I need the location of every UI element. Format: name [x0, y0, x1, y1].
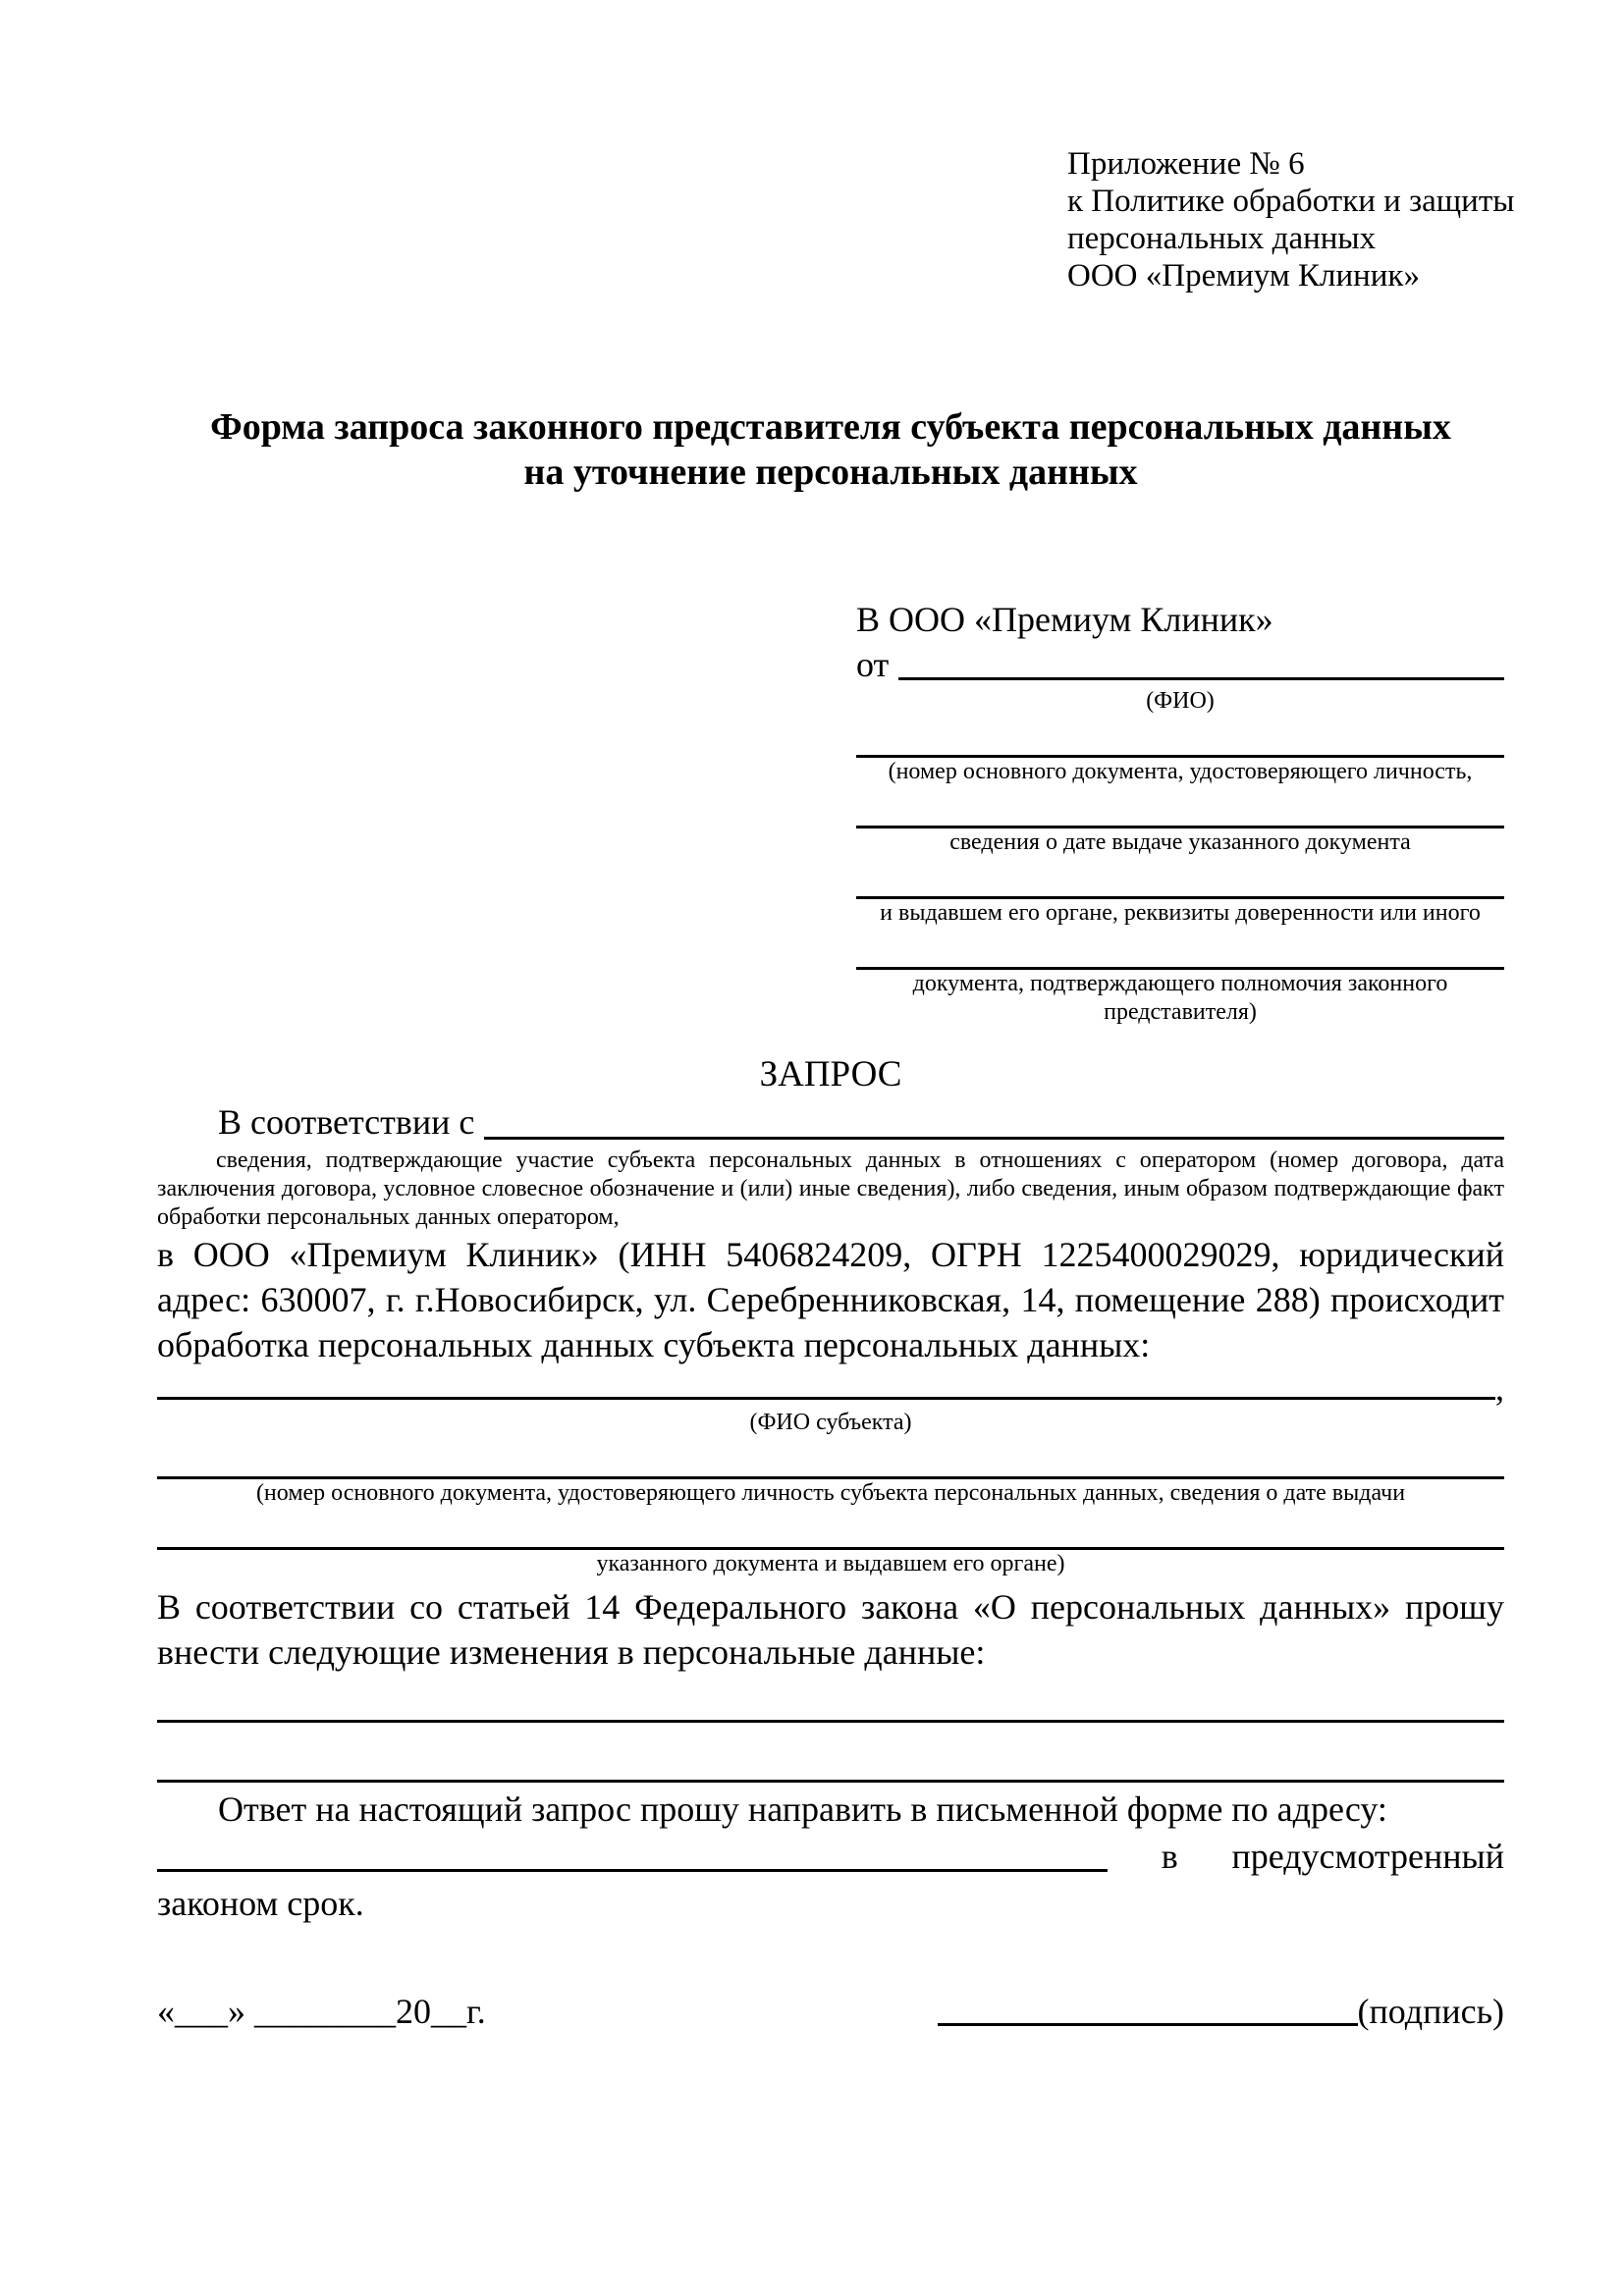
answer-word-v: в: [1161, 1837, 1178, 1876]
caption-subject-doc1: (номер основного документа, удостоверяющего личность субъекта персональных данных, сведения о дате выдачи: [255, 1480, 1406, 1506]
signature-group: [938, 1989, 1504, 2034]
footer-row: [157, 1989, 1504, 2034]
trailing-comma: ,: [1495, 1368, 1504, 1408]
intro-caption: сведения, подтверждающие участие субъекта персональных данных в отношениях с оператором (номер договора, дата заключения договора, условное словесное обозначение и (или) иные сведения), либо сведения, иным образом подтверждающие факт обработки персональных данных оператором,: [157, 1148, 1504, 1230]
addressee-organization: В ООО «Премиум Клиник»: [856, 600, 1273, 639]
date-line: «___» ________20__г.: [157, 1992, 486, 2031]
caption-subject-fio: (ФИО субъекта): [749, 1410, 912, 1435]
addressee-block: [856, 597, 1504, 1027]
caption-doc3: и выдавшем его органе, реквизиты доверенности или иного: [880, 900, 1481, 926]
request-heading: ЗАПРОС: [759, 1054, 902, 1095]
from-blank-line: [898, 677, 1504, 680]
subject-doc-blank-line1: [157, 1437, 1504, 1479]
blank-line-doc1: [856, 718, 1504, 758]
answer-word-predusmotrenny: предусмотренный: [1231, 1837, 1504, 1876]
subject-doc-blank-line2: [157, 1508, 1504, 1550]
appendix-line: ООО «Премиум Клиник»: [1067, 258, 1420, 294]
changes-blank-line2: [157, 1723, 1504, 1783]
appendix-line: персональных данных: [1067, 221, 1377, 256]
caption-doc2: сведения о дате выдаче указанного документа: [949, 829, 1411, 855]
signature-blank-line: [938, 2023, 1358, 2026]
answer-line1: Ответ на настоящий запрос прошу направить в письменной форме по адресу:: [218, 1789, 1387, 1829]
intro-label: В соответствии с: [218, 1102, 475, 1142]
subject-fio-blank-line: [157, 1397, 1495, 1400]
caption-fio: (ФИО): [1146, 688, 1215, 714]
changes-blank-line1: [157, 1675, 1504, 1723]
law-paragraph: В соответствии со статьей 14 Федерального закона «О персональных данных» прошу внести следующие изменения в персональные данные:: [157, 1587, 1504, 1672]
blank-line-doc3: [856, 859, 1504, 899]
answer-address-row: [157, 1832, 1504, 1881]
caption-doc4: документа, подтверждающего полномочия законного представителя): [912, 971, 1448, 1025]
appendix-line: Приложение № 6: [1067, 146, 1305, 182]
document-title: [157, 404, 1504, 495]
address-blank-line: [157, 1869, 1108, 1872]
appendix-block: [1067, 145, 1515, 294]
appendix-line: к Политике обработки и защиты: [1067, 184, 1515, 219]
caption-subject-doc2: указанного документа и выдавшем его органе): [596, 1551, 1065, 1576]
from-label: от: [856, 645, 890, 684]
caption-doc1: (номер основного документа, удостоверяющего личность,: [888, 759, 1473, 784]
subject-fio-row: [157, 1367, 1504, 1409]
blank-line-doc2: [856, 788, 1504, 828]
intro-row: [157, 1097, 1504, 1147]
intro-blank-line: [484, 1137, 1504, 1140]
signature-caption: (подпись): [1357, 1992, 1504, 2031]
answer-line3: законом срок.: [157, 1884, 364, 1923]
from-row: [856, 642, 1504, 687]
operator-paragraph: в ООО «Премиум Клиник» (ИНН 5406824209, ОГРН 1225400029029, юридический адрес: 630007, г. г.Новосибирск, ул. Серебренниковская, 14, помещение 288) происходит обработка персональных данных субъекта персональных данных:: [157, 1235, 1504, 1364]
document-title-line2: на уточнение персональных данных: [523, 452, 1138, 493]
blank-line-doc4: [856, 930, 1504, 970]
document-title-line1: Форма запроса законного представителя субъекта персональных данных: [210, 406, 1451, 448]
